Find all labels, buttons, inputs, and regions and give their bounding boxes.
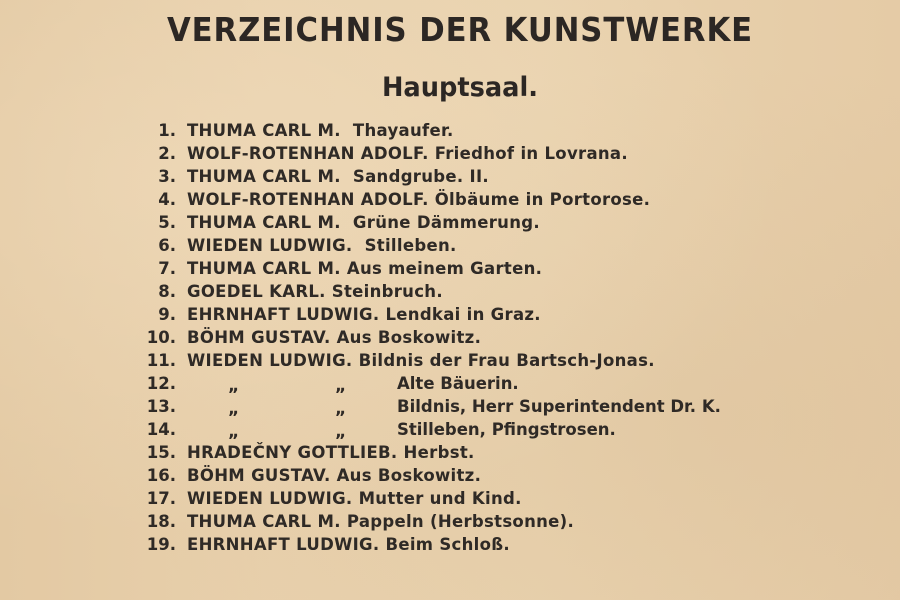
entry-number: 3. [158,167,176,186]
entry-work: Pappeln (Herbstsonne). [346,512,575,531]
entry-work: Herbst. [403,443,475,462]
entry-number: 4. [158,190,176,209]
list-item [0,189,900,212]
entry-number: 18. [146,512,176,531]
list-item [0,534,900,557]
list-item [0,465,900,488]
entry-work: Friedhof in Lovrana. [434,144,628,163]
list-item [0,304,900,327]
list-item [0,258,900,281]
entry-work: Bildnis der Frau Bartsch-Jonas. [358,351,655,370]
entry-number: 10. [146,328,176,347]
entry-artist: BÖHM GUSTAV. [187,328,331,347]
entry-artist: EHRNHAFT LUDWIG. [187,305,380,324]
entry-work: Stilleben. [364,236,457,255]
entry-artist: BÖHM GUSTAV. [187,466,331,485]
entry-artist: WIEDEN LUDWIG. [187,236,353,255]
entry-number: 15. [146,443,176,462]
entry-number: 8. [158,282,176,301]
entry-artist: WOLF-ROTENHAN ADOLF. [187,190,429,209]
entry-work: Lendkai in Graz. [385,305,541,324]
entry-number: 14. [146,420,176,439]
entry-number: 2. [158,144,176,163]
page-title: VERZEICHNIS DER KUNSTWERKE [166,10,754,49]
entry-number: 13. [146,397,176,416]
list-item [0,120,900,143]
list-item [0,281,900,304]
entry-artist: HRADEČNY GOTTLIEB. [187,443,398,462]
ditto-mark-artist-forename: „ [335,376,347,396]
entry-artist: GOEDEL KARL. [187,282,326,301]
list-item [0,396,900,419]
list-item [0,488,900,511]
entry-work: Grüne Dämmerung. [352,213,540,232]
entry-work: Sandgrube. II. [352,167,489,186]
ditto-mark-artist-forename: „ [335,422,347,442]
entry-number: 12. [146,374,176,393]
entry-number: 19. [146,535,176,554]
entry-artist: WIEDEN LUDWIG. [187,351,353,370]
entry-work: Beim Schloß. [385,535,510,554]
entry-number: 5. [158,213,176,232]
entry-artist: THUMA CARL M. [187,167,341,186]
entry-number: 9. [158,305,176,324]
entry-number: 7. [158,259,176,278]
entry-number: 16. [146,466,176,485]
entry-artist: WIEDEN LUDWIG. [187,489,353,508]
entry-artist: EHRNHAFT LUDWIG. [187,535,380,554]
list-item [0,419,900,442]
entry-work: Alte Bäuerin. [397,374,519,393]
list-item [0,166,900,189]
list-item [0,212,900,235]
entry-work: Bildnis, Herr Superintendent Dr. K. [397,397,721,416]
entry-number: 11. [146,351,176,370]
list-item [0,511,900,534]
entry-artist: WOLF-ROTENHAN ADOLF. [187,144,429,163]
entry-work: Aus Boskowitz. [336,328,482,347]
entry-artist: THUMA CARL M. [187,259,341,278]
entry-work: Aus Boskowitz. [336,466,482,485]
list-item [0,235,900,258]
entry-artist: THUMA CARL M. [187,121,341,140]
list-item [0,373,900,396]
list-item [0,327,900,350]
section-heading: Hauptsaal. [381,72,539,103]
entry-number: 6. [158,236,176,255]
entry-work: Aus meinem Garten. [346,259,543,278]
entry-work: Ölbäume in Portorose. [434,190,651,209]
list-item [0,143,900,166]
entry-artist: THUMA CARL M. [187,213,341,232]
list-item [0,350,900,373]
entry-work: Steinbruch. [331,282,443,301]
ditto-mark-artist-surname: „ [228,399,240,419]
entry-number: 17. [146,489,176,508]
entry-work: Thayaufer. [352,121,454,140]
entry-work: Mutter und Kind. [358,489,522,508]
list-item [0,442,900,465]
ditto-mark-artist-surname: „ [228,422,240,442]
entry-number: 1. [158,121,176,140]
ditto-mark-artist-forename: „ [335,399,347,419]
entry-work: Stilleben, Pfingstrosen. [397,420,616,439]
entry-artist: THUMA CARL M. [187,512,341,531]
ditto-mark-artist-surname: „ [228,376,240,396]
